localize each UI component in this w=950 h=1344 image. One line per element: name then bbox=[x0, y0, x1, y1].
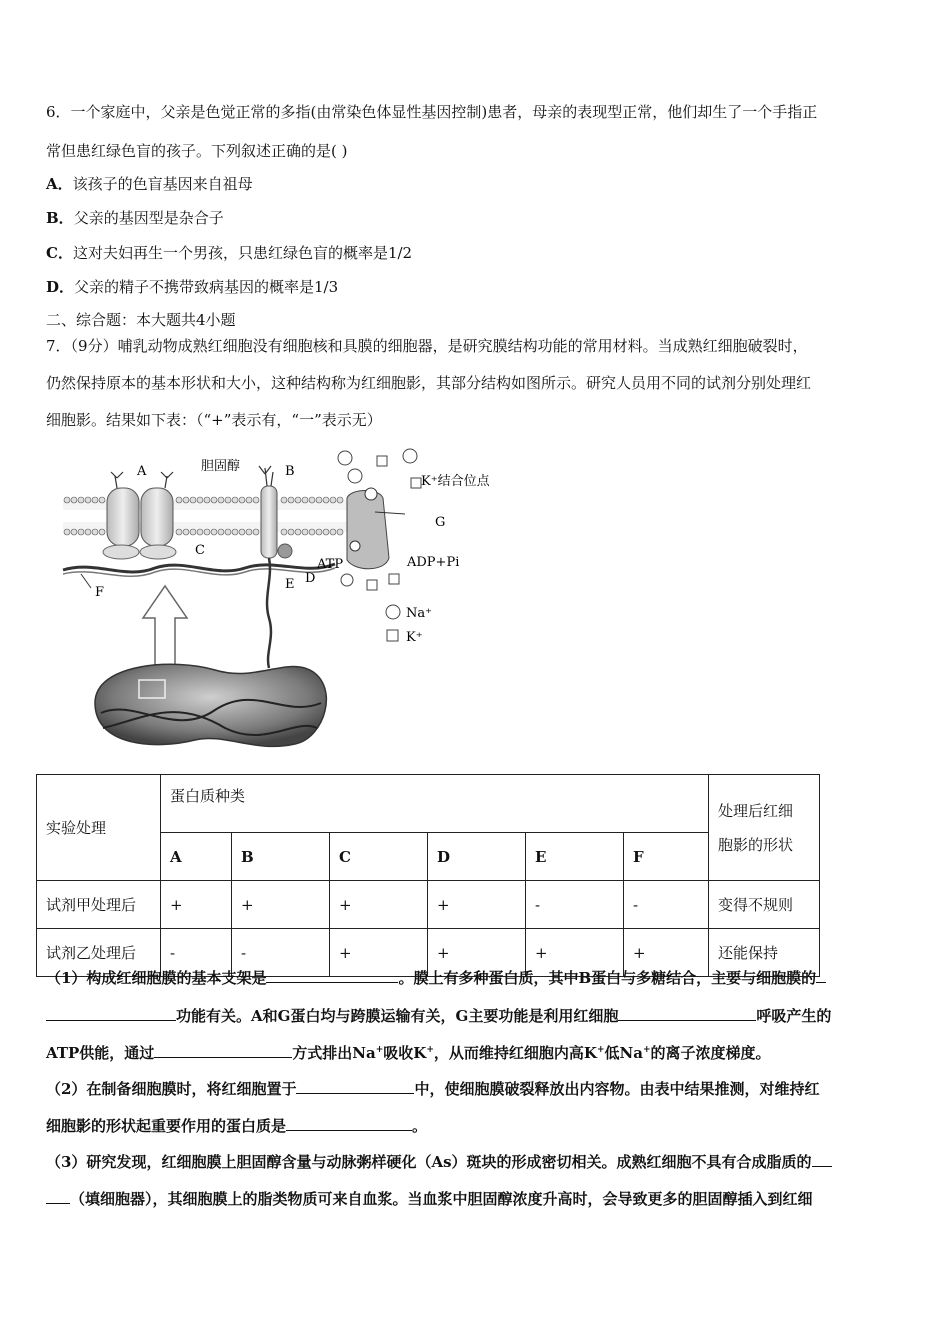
text: （1）构成红细胞膜的基本支架是 bbox=[46, 969, 267, 987]
legend-k: K⁺ bbox=[406, 630, 423, 645]
text: Na bbox=[352, 1044, 376, 1062]
sub2-line1 bbox=[46, 1079, 819, 1099]
lipid-head bbox=[288, 529, 294, 535]
lipid-head bbox=[211, 497, 217, 503]
cell: + bbox=[624, 929, 709, 977]
lipid-head bbox=[316, 529, 322, 535]
lipid-head bbox=[253, 497, 259, 503]
membrane-diagram bbox=[55, 448, 505, 758]
label-adp: ADP+Pi bbox=[407, 555, 460, 570]
lipid-head bbox=[281, 529, 287, 535]
text: ，从而维持红细胞内高 bbox=[433, 1044, 584, 1062]
text: （填细胞器），其细胞膜上的脂类物质可来自血浆。当血浆中胆固醇浓度升高时，会导致更多的胆固醇插入到红细 bbox=[70, 1190, 813, 1208]
lipid-head bbox=[85, 529, 91, 535]
blank-7a[interactable] bbox=[812, 1152, 832, 1167]
text: Na bbox=[619, 1044, 643, 1062]
text: 方式排出 bbox=[292, 1044, 353, 1062]
sub3-line2 bbox=[46, 1189, 813, 1209]
cell: - bbox=[161, 929, 232, 977]
text: （3）研究发现，红细胞膜上胆固醇含量与动脉粥样硬化（As）斑块的形成密切相关。成熟红细胞不具有合成脂质的 bbox=[46, 1153, 812, 1171]
lipid-head bbox=[218, 529, 224, 535]
text: 和 bbox=[262, 1007, 278, 1025]
text: 。膜上有多种蛋白质，其中 bbox=[398, 969, 579, 987]
lipid-head bbox=[176, 529, 182, 535]
cell: + bbox=[330, 929, 428, 977]
label-g: G bbox=[435, 515, 446, 530]
sub2-line2 bbox=[46, 1116, 427, 1136]
option-text: 该孩子的色盲基因来自祖母 bbox=[72, 175, 253, 193]
lipid-head bbox=[239, 497, 245, 503]
lipid-head bbox=[204, 529, 210, 535]
text: K bbox=[583, 1044, 597, 1062]
superscript: + bbox=[426, 1045, 434, 1055]
label-atp: ATP bbox=[317, 557, 344, 572]
lipid-head bbox=[253, 529, 259, 535]
protein-col-b: B bbox=[232, 833, 330, 881]
ions-inside bbox=[341, 574, 399, 590]
cell: - bbox=[624, 881, 709, 929]
text: G bbox=[277, 1007, 291, 1025]
text: 。 bbox=[412, 1117, 428, 1135]
lipid-head bbox=[197, 529, 203, 535]
lipid-head bbox=[232, 497, 238, 503]
lipid-head bbox=[78, 529, 84, 535]
q7-stem-line1: 7．（9分）哺乳动物成熟红细胞没有细胞核和具膜的细胞器，是研究膜结构功能的常用材料。当成熟红细胞破裂时， bbox=[46, 337, 808, 355]
lipid-head bbox=[197, 497, 203, 503]
text: K bbox=[413, 1044, 427, 1062]
protein-col-f: F bbox=[624, 833, 709, 881]
text: 中，使细胞膜破裂释放出内容物。由表中结果推测，对维持红 bbox=[414, 1080, 820, 1098]
shape-cell: 变得不规则 bbox=[709, 881, 820, 929]
protein-col-d: D bbox=[428, 833, 526, 881]
lipid-head bbox=[92, 497, 98, 503]
lipid-head bbox=[190, 497, 196, 503]
q6-stem-line2: 常但患红绿色盲的孩子。下列叙述正确的是( ) bbox=[46, 142, 348, 160]
protein-b bbox=[259, 466, 292, 558]
option-label: D． bbox=[46, 278, 75, 296]
lipid-head bbox=[183, 529, 189, 535]
superscript: + bbox=[375, 1045, 384, 1055]
shape-header bbox=[709, 775, 820, 881]
option-text: 父亲的精子不携带致病基因的概率是1/3 bbox=[74, 278, 339, 296]
lipid-head bbox=[302, 529, 308, 535]
lipid-head bbox=[330, 529, 336, 535]
lipid-head bbox=[295, 497, 301, 503]
q6-option-d[interactable] bbox=[46, 277, 338, 297]
blank-6[interactable] bbox=[286, 1116, 412, 1131]
lipid-head bbox=[204, 497, 210, 503]
superscript: + bbox=[596, 1045, 605, 1055]
protein-col-e: E bbox=[526, 833, 624, 881]
lipid-head bbox=[309, 529, 315, 535]
lipid-head bbox=[190, 529, 196, 535]
cytoskeleton bbox=[63, 558, 335, 668]
ions-outside bbox=[338, 449, 421, 488]
row-label: 试剂甲处理后 bbox=[37, 881, 161, 929]
section-heading: 二、综合题：本大题共4小题 bbox=[46, 311, 236, 329]
lipid-head bbox=[64, 497, 70, 503]
treatment-header: 实验处理 bbox=[37, 775, 161, 881]
protein-header: 蛋白质种类 bbox=[161, 775, 709, 833]
text: 的离子浓度梯度。 bbox=[650, 1044, 771, 1062]
blank-1[interactable] bbox=[266, 968, 398, 983]
cell: - bbox=[526, 881, 624, 929]
text: （2）在制备细胞膜时，将红细胞置于 bbox=[46, 1080, 297, 1098]
cell: + bbox=[232, 881, 330, 929]
label-d: D bbox=[305, 571, 316, 586]
text: G bbox=[455, 1007, 469, 1025]
option-label: C． bbox=[46, 244, 73, 262]
text: 主要功能是利用红细胞 bbox=[468, 1007, 619, 1025]
cell: + bbox=[161, 881, 232, 929]
label-e: E bbox=[285, 577, 295, 592]
lipid-head bbox=[337, 497, 343, 503]
results-table bbox=[36, 774, 820, 977]
cell: - bbox=[232, 929, 330, 977]
cell: + bbox=[428, 929, 526, 977]
shape-cell: 还能保持 bbox=[709, 929, 820, 977]
lipid-head bbox=[225, 529, 231, 535]
blank-4[interactable] bbox=[154, 1043, 292, 1058]
lipid-head bbox=[323, 529, 329, 535]
blank-2a[interactable] bbox=[816, 968, 826, 983]
lipid-head bbox=[246, 529, 252, 535]
text: 呼吸产生的 bbox=[756, 1007, 832, 1025]
lipid-head bbox=[295, 529, 301, 535]
q6-stem-line1: 6．一个家庭中，父亲是色觉正常的多指(由常染色体显性基因控制)患者，母亲的表现型正常，他们却生了一个手指正 bbox=[46, 103, 818, 121]
sub3-line1 bbox=[46, 1152, 832, 1172]
shape-header-line1: 处理后红细 bbox=[718, 801, 794, 820]
q7-stem-line2: 仍然保持原本的基本形状和大小，这种结构称为红细胞影，其部分结构如图所示。研究人员用不同的试剂分别处理红 bbox=[46, 374, 812, 392]
option-label: A． bbox=[46, 175, 73, 193]
text: 功能有关。 bbox=[176, 1007, 252, 1025]
protein-col-a: A bbox=[161, 833, 232, 881]
cell: + bbox=[330, 881, 428, 929]
sub1-line3 bbox=[46, 1043, 771, 1063]
lipid-head bbox=[309, 497, 315, 503]
lipid-head bbox=[78, 497, 84, 503]
lipid-head bbox=[316, 497, 322, 503]
lipid-head bbox=[85, 497, 91, 503]
lipid-head bbox=[99, 529, 105, 535]
lipid-head bbox=[281, 497, 287, 503]
text: 吸收 bbox=[383, 1044, 414, 1062]
text: 供能，通过 bbox=[79, 1044, 155, 1062]
na-k-pump bbox=[347, 488, 405, 569]
option-text: 父亲的基因型是杂合子 bbox=[73, 209, 224, 227]
lipid-head bbox=[176, 497, 182, 503]
lipid-head bbox=[239, 529, 245, 535]
label-cholesterol: 胆固醇 bbox=[201, 459, 241, 474]
cell: + bbox=[526, 929, 624, 977]
lipid-head bbox=[323, 497, 329, 503]
q7-stem-line3: 细胞影。结果如下表：（“+”表示有，“一”表示无） bbox=[46, 411, 382, 429]
option-text: 这对夫妇再生一个男孩，只患红绿色盲的概率是1/2 bbox=[72, 244, 413, 262]
label-a: A bbox=[137, 464, 147, 479]
lipid-head bbox=[246, 497, 252, 503]
superscript: + bbox=[642, 1045, 651, 1055]
lipid-head bbox=[330, 497, 336, 503]
label-c: C bbox=[195, 543, 205, 558]
text: 细胞影的形状起重要作用的蛋白质是 bbox=[46, 1117, 287, 1135]
lipid-head bbox=[288, 497, 294, 503]
sub1-line1 bbox=[46, 968, 826, 988]
q6-option-b[interactable] bbox=[46, 208, 224, 228]
q6-option-a[interactable] bbox=[46, 174, 253, 194]
lipid-head bbox=[218, 497, 224, 503]
lipid-head bbox=[337, 529, 343, 535]
ion-legend bbox=[386, 605, 432, 645]
sub1-line2 bbox=[46, 1006, 831, 1026]
text: 蛋白均与跨膜运输有关， bbox=[290, 1007, 456, 1025]
blank-7[interactable] bbox=[46, 1189, 70, 1204]
blank-5[interactable] bbox=[296, 1079, 414, 1094]
lipid-head bbox=[64, 529, 70, 535]
legend-na: Na⁺ bbox=[406, 606, 432, 621]
protein-col-c: C bbox=[330, 833, 428, 881]
q6-option-c[interactable] bbox=[46, 243, 412, 263]
row-label: 试剂乙处理后 bbox=[37, 929, 161, 977]
cell: + bbox=[428, 881, 526, 929]
lipid-head bbox=[225, 497, 231, 503]
label-f: F bbox=[95, 585, 105, 600]
text: 低 bbox=[604, 1044, 620, 1062]
text: ATP bbox=[46, 1044, 80, 1062]
red-cell-ghost bbox=[95, 664, 326, 746]
protein-c bbox=[103, 545, 176, 559]
lipid-head bbox=[92, 529, 98, 535]
text: A bbox=[251, 1007, 263, 1025]
lipid-head bbox=[71, 529, 77, 535]
table-row bbox=[37, 881, 820, 929]
lipid-head bbox=[183, 497, 189, 503]
blank-3[interactable] bbox=[618, 1006, 756, 1021]
lipid-head bbox=[71, 497, 77, 503]
shape-header-line2: 胞影的形状 bbox=[718, 835, 794, 854]
label-b: B bbox=[285, 464, 295, 479]
lipid-head bbox=[99, 497, 105, 503]
lipid-head bbox=[211, 529, 217, 535]
option-label: B． bbox=[46, 209, 74, 227]
text: B bbox=[578, 969, 592, 987]
label-k-site: K⁺结合位点 bbox=[421, 474, 490, 489]
lipid-head bbox=[302, 497, 308, 503]
blank-2[interactable] bbox=[46, 1006, 176, 1021]
lipid-head bbox=[232, 529, 238, 535]
zoom-arrow bbox=[143, 586, 187, 673]
text: 蛋白与多糖结合，主要与细胞膜的 bbox=[591, 969, 817, 987]
